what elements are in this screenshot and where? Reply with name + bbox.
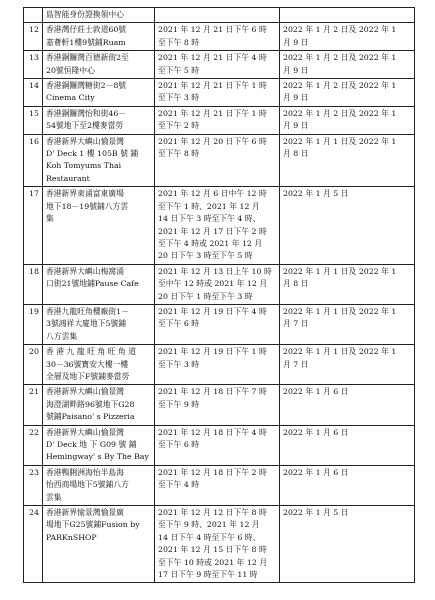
location-cell-text: 島智能身份證換領中心 bbox=[46, 10, 124, 19]
location-cell-text: 香港銅鑼灣百德新街2至 20號恒隆中心 bbox=[46, 53, 129, 75]
compulsory-test-date-cell-text: 2022 年 1 月 1 日及 2022 年 1 月 8 日 bbox=[283, 136, 397, 159]
table-row bbox=[24, 51, 415, 79]
table-row bbox=[24, 264, 415, 304]
row-number-text: 20 bbox=[29, 347, 39, 357]
row-number-text: 15 bbox=[29, 108, 39, 118]
location-cell-text: 香港新界大嶼山愉景灣 海澄湖畔路96號地下G28 號鋪Paisano' s Pizzeria bbox=[46, 387, 135, 422]
compulsory-test-date-cell bbox=[280, 187, 415, 264]
exposure-period-cell-text: 2021 年 12 月 19 日下午 4 時 至下午 6 時 bbox=[158, 306, 267, 329]
exposure-period-cell bbox=[155, 51, 280, 79]
exposure-period-cell-text: 2021 年 12 月 21 日下午 6 時 至下午 8 時 bbox=[158, 25, 267, 47]
compulsory-test-date-cell-text: 2022 年 1 月 2 日及 2022 年 1 月 9 日 bbox=[283, 81, 397, 103]
location-cell bbox=[43, 465, 155, 505]
location-cell bbox=[43, 425, 155, 465]
compulsory-test-date-cell-text: 2022 年 1 月 5 日 bbox=[283, 508, 349, 518]
table-row bbox=[24, 134, 415, 187]
exposure-period-cell-text: 2021 年 12 月 18 日下午 7 時 至下午 9 時 bbox=[158, 387, 267, 409]
location-cell-text: 香港新界愉景灣愉景廣 場地下G25號鋪Fusion by PARKnSHOP bbox=[46, 508, 140, 542]
row-number-text: 22 bbox=[29, 427, 39, 437]
location-cell bbox=[43, 134, 155, 187]
compulsory-test-date-cell bbox=[280, 79, 415, 107]
exposure-period-cell-text: 2021 年 12 月 20 日下午 6 時 至下午 8 時 bbox=[158, 136, 267, 159]
compulsory-test-date-cell bbox=[280, 465, 415, 505]
compulsory-test-date-cell bbox=[280, 304, 415, 344]
exposure-period-cell bbox=[155, 264, 280, 304]
table-row bbox=[24, 506, 415, 583]
compulsory-test-date-cell bbox=[280, 506, 415, 583]
compulsory-test-date-cell-text: 2022 年 1 月 2 日及 2022 年 1 月 9 日 bbox=[283, 25, 397, 47]
compulsory-test-date-cell bbox=[280, 345, 415, 385]
exposure-period-cell bbox=[155, 345, 280, 385]
exposure-period-cell-text: 2021 年 12 月 6 日中午 12 時 至下午 1 時、2021 年 12 月 14 日下午 3 時至下午 4 時、 2021 年 12 月 17 日下午 2 時 至下午 4 時或 2021 年 12 月 20 日下午 3 時至下午 5 時 bbox=[158, 189, 267, 261]
exposure-period-cell bbox=[155, 304, 280, 344]
table-row bbox=[24, 187, 415, 264]
exposure-locations-table bbox=[23, 7, 415, 583]
exposure-period-cell-text: 2021 年 12 月 19 日下午 1 時 至下午 3 時 bbox=[158, 347, 267, 369]
compulsory-test-date-cell-text: 2022 年 1 月 5 日 bbox=[283, 189, 349, 199]
row-number bbox=[24, 506, 43, 583]
exposure-period-cell bbox=[155, 23, 280, 51]
exposure-period-cell bbox=[155, 79, 280, 107]
row-number-text: 14 bbox=[29, 81, 39, 91]
location-cell bbox=[43, 79, 155, 107]
row-number bbox=[24, 23, 43, 51]
row-number-text: 21 bbox=[29, 387, 39, 397]
row-number bbox=[24, 385, 43, 425]
location-cell-text: 香港九龍旺角櫻廠街1－ 3號鴻祥大廈地下5號鋪 八方雲集 bbox=[46, 306, 129, 341]
row-number bbox=[24, 106, 43, 134]
row-number-text: 18 bbox=[29, 266, 39, 276]
compulsory-test-date-cell bbox=[280, 425, 415, 465]
table-body bbox=[24, 8, 415, 583]
compulsory-test-date-cell bbox=[280, 134, 415, 187]
exposure-period-cell-text: 2021 年 12 月 18 日下午 4 時 至下午 6 時 bbox=[158, 427, 267, 449]
table-row bbox=[24, 385, 415, 425]
compulsory-test-date-cell bbox=[280, 8, 415, 23]
exposure-period-cell bbox=[155, 134, 280, 187]
compulsory-test-date-cell-text: 2022 年 1 月 1 日及 2022 年 1 月 8 日 bbox=[283, 266, 397, 289]
compulsory-test-date-cell bbox=[280, 23, 415, 51]
location-cell-text: 香港新界大嶼山愉景灣 D' Deck 地 下 G09 號 鋪 Hemingway' s By The Bay bbox=[46, 427, 149, 462]
location-cell-text: 香港新界東涌富東廣場 地下18－19號鋪八方雲 集 bbox=[46, 189, 129, 224]
compulsory-test-date-cell-text: 2022 年 1 月 6 日 bbox=[283, 427, 349, 437]
row-number bbox=[24, 51, 43, 79]
row-number-text: 16 bbox=[29, 136, 39, 146]
exposure-period-cell-text: 2021 年 12 月 13 日上午 10 時 至中午 12 時或 2021 年 12 月 20 日下午 1 時至下午 3 時 bbox=[158, 266, 272, 301]
table-row bbox=[24, 79, 415, 107]
location-cell bbox=[43, 264, 155, 304]
compulsory-test-date-cell-text: 2022 年 1 月 1 日及 2022 年 1 月 7 日 bbox=[283, 306, 397, 329]
compulsory-test-date-cell-text: 2022 年 1 月 6 日 bbox=[283, 467, 349, 477]
compulsory-test-date-cell bbox=[280, 106, 415, 134]
location-cell-text: 香港新界大嶼山梅窩涌 口街21號地鋪Pause Cafe bbox=[46, 266, 139, 289]
row-number-text: 19 bbox=[29, 306, 39, 316]
location-cell-text: 香港鴨脷洲海怡半島海 怡西商場地下5號鋪八方 雲集 bbox=[46, 467, 129, 502]
compulsory-test-date-cell bbox=[280, 51, 415, 79]
table-row bbox=[24, 465, 415, 505]
row-number bbox=[24, 79, 43, 107]
exposure-period-cell bbox=[155, 506, 280, 583]
location-cell bbox=[43, 345, 155, 385]
row-number-text: 24 bbox=[29, 508, 39, 518]
row-number bbox=[24, 187, 43, 264]
exposure-period-cell-text: 2021 年 12 月 12 日下午 8 時 至下午 9 時、2021 年 12 月 14 日下午 4 時至下午 6 時、 2021 年 12 月 15 日下午 8 時 至下午 10 時或 2021 年 12 月 17 日下午 9 時至下午 11 時 bbox=[158, 508, 268, 580]
compulsory-test-date-cell-text: 2022 年 1 月 1 日及 2022 年 1 月 7 日 bbox=[283, 347, 397, 369]
row-number bbox=[24, 8, 43, 23]
exposure-period-cell bbox=[155, 425, 280, 465]
table-row bbox=[24, 106, 415, 134]
row-number-text: 12 bbox=[29, 25, 39, 35]
row-number bbox=[24, 465, 43, 505]
row-number bbox=[24, 134, 43, 187]
compulsory-test-date-cell bbox=[280, 385, 415, 425]
location-cell bbox=[43, 8, 155, 23]
exposure-period-cell bbox=[155, 385, 280, 425]
compulsory-test-date-cell-text: 2022 年 1 月 2 日及 2022 年 1 月 9 日 bbox=[283, 53, 397, 75]
row-number bbox=[24, 425, 43, 465]
exposure-period-cell bbox=[155, 8, 280, 23]
location-cell-text: 香港銅鑼灣怡和街46－ 54號地下至2樓麥當勞 bbox=[46, 108, 127, 131]
compulsory-test-date-cell-text: 2022 年 1 月 6 日 bbox=[283, 387, 349, 397]
location-cell-text: 香 港 九 龍 旺 角 旺 角 道 30－36號寶安大樓一樓 全層及地下F號鋪麥當勞 bbox=[46, 347, 136, 381]
row-number-text: 23 bbox=[29, 467, 39, 477]
row-number bbox=[24, 345, 43, 385]
table-row bbox=[24, 304, 415, 344]
exposure-period-cell-text: 2021 年 12 月 21 日下午 1 時 至下午 2 時 bbox=[158, 108, 267, 131]
table-row bbox=[24, 345, 415, 385]
exposure-period-cell bbox=[155, 465, 280, 505]
table-row bbox=[24, 23, 415, 51]
location-cell-text: 香港灣仔莊士敦道60號 嘉薈軒1樓9號鋪Ruam bbox=[46, 25, 127, 47]
location-cell bbox=[43, 106, 155, 134]
table-row bbox=[24, 425, 415, 465]
location-cell-text: 香港新界大嶼山愉景灣 D' Deck 1 樓 105B 號 鋪 Koh Tomyums Thai Restaurant bbox=[46, 136, 139, 183]
location-cell bbox=[43, 23, 155, 51]
location-cell bbox=[43, 506, 155, 583]
table-row bbox=[24, 8, 415, 23]
location-cell-text: 香港銅鑼灣糖街2－8號 Cinema City bbox=[46, 81, 127, 103]
compulsory-test-date-cell-text: 2022 年 1 月 2 日及 2022 年 1 月 9 日 bbox=[283, 108, 397, 131]
exposure-period-cell-text: 2021 年 12 月 21 日下午 4 時 至下午 5 時 bbox=[158, 53, 267, 75]
exposure-period-cell-text: 2021 年 12 月 21 日下午 1 時 至下午 3 時 bbox=[158, 81, 267, 103]
row-number-text: 13 bbox=[29, 53, 39, 63]
location-cell bbox=[43, 304, 155, 344]
row-number-text: 17 bbox=[29, 189, 39, 199]
exposure-period-cell-text: 2021 年 12 月 18 日下午 2 時 至下午 4 時 bbox=[158, 467, 267, 490]
location-cell bbox=[43, 51, 155, 79]
location-cell bbox=[43, 187, 155, 264]
location-cell bbox=[43, 385, 155, 425]
row-number bbox=[24, 304, 43, 344]
exposure-period-cell bbox=[155, 106, 280, 134]
compulsory-test-date-cell bbox=[280, 264, 415, 304]
row-number bbox=[24, 264, 43, 304]
exposure-period-cell bbox=[155, 187, 280, 264]
